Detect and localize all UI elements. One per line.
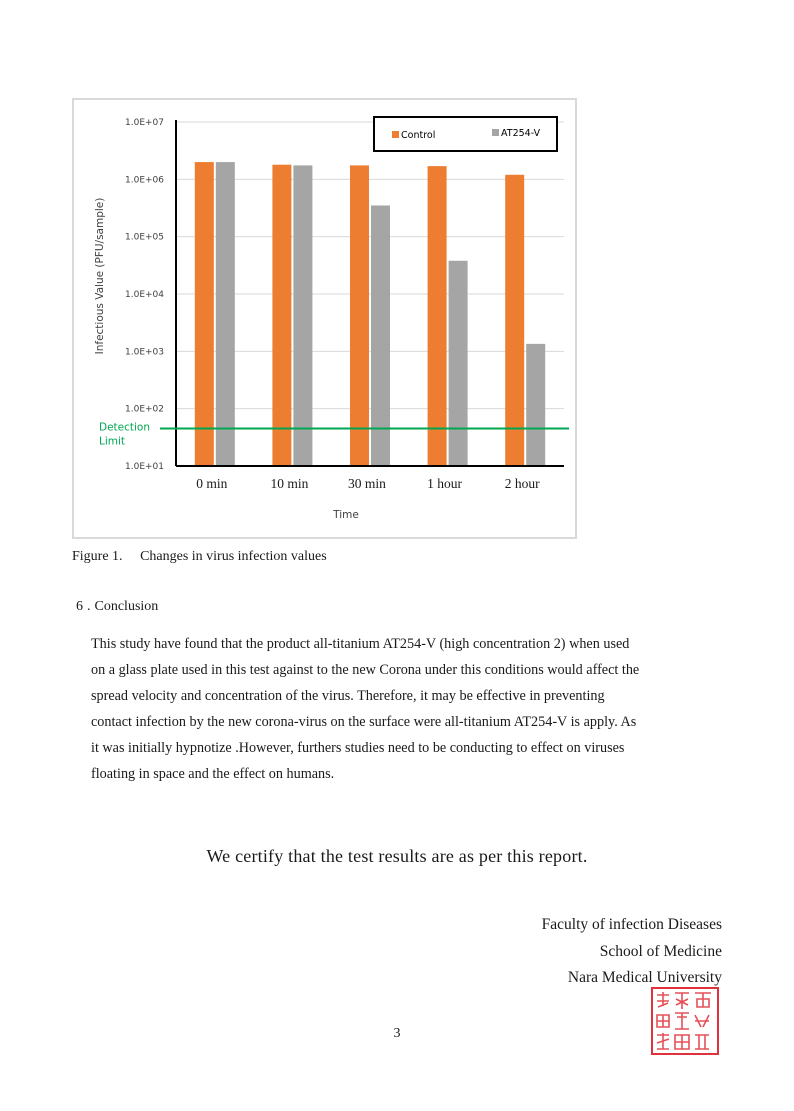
conclusion-paragraph: [91, 631, 731, 787]
bar-at254-v: [371, 205, 390, 466]
y-tick-label: 1.0E+07: [125, 118, 164, 128]
detection-limit-label: Limit: [99, 435, 126, 448]
y-tick-label: 1.0E+02: [125, 404, 164, 415]
bar-control: [350, 165, 369, 466]
y-tick-label: 1.0E+01: [125, 462, 164, 472]
paragraph-line: This study have found that the product all-titanium AT254-V (high concentration 2) when used: [91, 636, 630, 652]
x-tick-label: 0 min: [196, 476, 228, 491]
caption-number: Figure 1.: [72, 549, 123, 564]
x-tick-label: 1 hour: [427, 476, 463, 491]
page-number: 3: [393, 1026, 401, 1041]
y-axis-title: Infectious Value (PFU/sample): [94, 197, 106, 355]
bar-at254-v: [526, 344, 545, 466]
figure-caption: [72, 549, 327, 565]
bar-control: [428, 166, 447, 466]
bar-at254-v: [216, 162, 235, 466]
x-axis-title: Time: [333, 509, 359, 521]
official-seal-stamp: [651, 987, 719, 1055]
x-tick-label: 2 hour: [504, 476, 540, 491]
x-tick-label: 10 min: [270, 476, 309, 491]
bar-at254-v: [449, 261, 468, 466]
paragraph-line: it was initially hypnotize .However, furthers studies need to be conducting to effect on viruses: [91, 740, 625, 756]
section-number: 6: [76, 599, 83, 614]
signature-university: Nara Medical University: [567, 969, 722, 986]
section-separator: .: [87, 599, 91, 614]
bar-control: [505, 175, 524, 466]
caption-text: Changes in virus infection values: [140, 549, 327, 564]
x-tick-label: 30 min: [348, 476, 386, 491]
y-tick-label: 1.0E+04: [125, 290, 164, 300]
paragraph-line: on a glass plate used in this test against to the new Corona under this conditions would affect the: [91, 662, 640, 678]
chart-container: [72, 98, 577, 539]
section-title: Conclusion: [94, 599, 159, 614]
signature-block: [542, 912, 722, 992]
certification-statement: We certify that the test results are as per this report.: [206, 846, 588, 866]
signature-faculty: Faculty of infection Diseases: [541, 916, 722, 933]
signature-school: School of Medicine: [599, 942, 722, 960]
y-tick-label: 1.0E+05: [125, 232, 164, 243]
bar-control: [272, 165, 291, 466]
y-tick-label: 1.0E+06: [125, 175, 164, 186]
virus-infection-chart: [74, 100, 579, 541]
section-heading: [76, 599, 158, 615]
paragraph-line: floating in space and the effect on humans.: [91, 766, 335, 782]
legend-label: Control: [401, 130, 436, 141]
legend-label: AT254-V: [501, 128, 541, 139]
bar-at254-v: [293, 165, 312, 466]
paragraph-line: spread velocity and concentration of the virus. Therefore, it may be effective in preventing: [91, 688, 605, 704]
paragraph-line: contact infection by the new corona-virus on the surface were all-titanium AT254-V is apply. As: [91, 714, 637, 730]
bar-control: [195, 162, 214, 466]
legend-swatch: [492, 129, 499, 136]
legend-swatch: [392, 131, 399, 138]
y-tick-label: 1.0E+03: [125, 347, 164, 358]
detection-limit-label: Detection: [99, 421, 151, 434]
